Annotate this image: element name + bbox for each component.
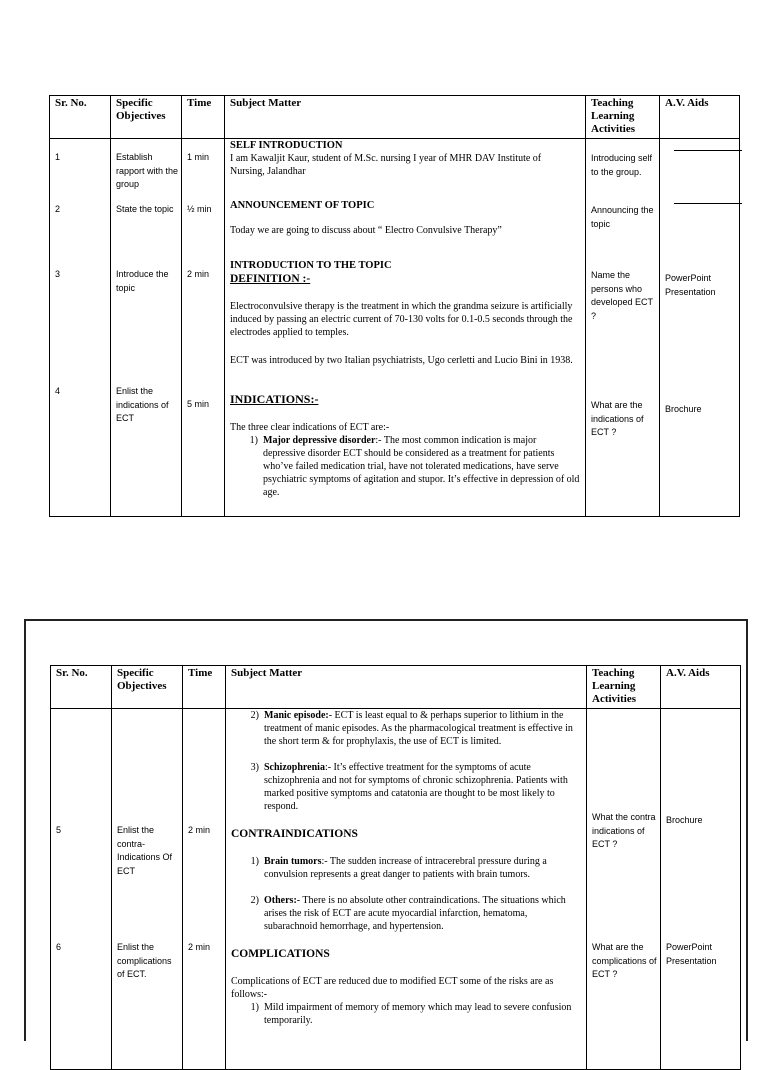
teaching-activity: What the contra indications of ECT ? (592, 812, 656, 849)
header-subject-matter: Subject Matter (226, 666, 587, 709)
complications-heading: COMPLICATIONS (231, 948, 330, 960)
signature-line (674, 150, 742, 151)
header-time: Time (183, 666, 226, 709)
time-value: 2 min (188, 825, 211, 835)
sr-no: 1 (55, 152, 61, 162)
list-number: 1) (250, 1002, 259, 1013)
table-row (50, 139, 740, 517)
introduction-heading: INTRODUCTION TO THE TOPIC (230, 260, 392, 271)
header-av-aids: A.V. Aids (660, 96, 740, 139)
complication-item (241, 1001, 581, 1027)
history-text: ECT was introduced by two Italian psychiatrists, Ugo cerletti and Lucio Bini in 1938. (230, 355, 573, 366)
teaching-activity: Name the persons who developed ECT ? (591, 270, 653, 321)
objectives-cell (112, 709, 183, 1070)
av-aids-cell (661, 709, 741, 1070)
av-aid: PowerPoint Presentation (666, 942, 717, 966)
table-header-row (50, 96, 740, 139)
time-value: ½ min (187, 204, 212, 214)
time-cell (183, 709, 226, 1070)
teaching-activity: Announcing the topic (591, 205, 654, 229)
contraindication-item (241, 894, 581, 933)
list-number: 2) (250, 895, 259, 906)
sr-no-cell (50, 139, 111, 517)
self-introduction-heading: SELF INTRODUCTION (230, 140, 343, 151)
objectives-cell (111, 139, 182, 517)
header-teaching-activities: Teaching Learning Activities (587, 666, 661, 709)
lesson-plan-table-2 (50, 665, 741, 1070)
av-aid: Brochure (665, 404, 702, 414)
announcement-text: Today we are going to discuss about “ Electro Convulsive Therapy” (230, 225, 502, 236)
av-aid: PowerPoint Presentation (665, 273, 716, 297)
lesson-plan-table-1 (49, 95, 740, 517)
list-number: 1) (249, 435, 258, 446)
contraindication-item (241, 855, 581, 881)
self-introduction-text: I am Kawaljit Kaur, student of M.Sc. nursing I year of MHR DAV Institute of Nursing, Jalandhar (230, 153, 542, 177)
av-aid: Brochure (666, 815, 703, 825)
time-value: 2 min (187, 269, 210, 279)
complication-text: Mild impairment of memory of memory which may lead to severe confusion temporarily. (264, 1002, 572, 1026)
header-subject-matter: Subject Matter (225, 96, 586, 139)
header-objectives: Specific Objectives (112, 666, 183, 709)
subject-matter-cell (226, 709, 587, 1070)
time-value: 5 min (187, 399, 210, 409)
indications-intro: The three clear indications of ECT are:- (230, 422, 390, 433)
indication-term: Manic episode: (264, 710, 329, 721)
sr-no: 5 (56, 825, 62, 835)
objective: Introduce the topic (116, 269, 169, 293)
list-number: 3) (250, 762, 259, 773)
contraindications-heading: CONTRAINDICATIONS (231, 828, 358, 840)
sr-no: 4 (55, 386, 61, 396)
teaching-activity: What are the complications of ECT ? (592, 942, 657, 979)
objective: Enlist the complications of ECT. (117, 942, 172, 979)
sr-no: 3 (55, 269, 61, 279)
indication-item (240, 434, 580, 499)
teaching-activities-cell (586, 139, 660, 517)
contraindication-term: Brain tumors (264, 856, 322, 867)
header-time: Time (182, 96, 225, 139)
objective: State the topic (116, 204, 174, 214)
list-number: 2) (250, 710, 259, 721)
header-sr-no: Sr. No. (51, 666, 112, 709)
sr-no-cell (51, 709, 112, 1070)
time-value: 1 min (187, 152, 210, 162)
sr-no: 2 (55, 204, 61, 214)
time-cell (182, 139, 225, 517)
sr-no: 6 (56, 942, 62, 952)
indication-text: :- It’s effective treatment for the symptoms of acute schizophrenia and not for symptoms of chronic schizophrenia. Patients with marked positive symptoms and catatonia are thought to be most likely to respond. (264, 762, 568, 812)
header-sr-no: Sr. No. (50, 96, 111, 139)
objective: Enlist the contra-Indications Of ECT (117, 825, 173, 876)
header-av-aids: A.V. Aids (661, 666, 741, 709)
contraindication-text: :- The sudden increase of intracerebral pressure during a convulsion represents a great danger to patients with brain tumors. (264, 856, 547, 880)
indication-text: :- The most common indication is major depressive disorder ECT should be considered as a treatment for patients who’ve failed medication trial, have not tolerated medications, have serve psychiatric symptoms of agitation and stupor. It’s effective in depression of old age. (263, 435, 580, 498)
av-aids-cell (660, 139, 740, 517)
indication-text: - ECT is least equal to & perhaps superior to lithium in the treatment of manic episodes. As the pharmacological treatment is effective in the short term & for prophylaxis, the use of ECT is limited. (264, 710, 573, 747)
teaching-activities-cell (587, 709, 661, 1070)
definition-heading: DEFINITION :- (230, 273, 311, 285)
objective: Establish rapport with the group (116, 152, 179, 189)
header-teaching-activities: Teaching Learning Activities (586, 96, 660, 139)
list-number: 1) (250, 856, 259, 867)
teaching-activity: Introducing self to the group. (591, 153, 653, 177)
subject-matter-cell (225, 139, 586, 517)
announcement-heading: ANNOUNCEMENT OF TOPIC (230, 200, 375, 211)
complications-intro: Complications of ECT are reduced due to modified ECT some of the risks are as follows:- (231, 976, 554, 1000)
objective: Enlist the indications of ECT (116, 386, 169, 423)
document-page-2 (24, 619, 748, 1041)
indication-term: Schizophrenia (264, 762, 325, 773)
indication-term: Major depressive disorder (263, 435, 376, 446)
table-header-row (51, 666, 741, 709)
signature-line (674, 203, 742, 204)
contraindication-term: Others: (264, 895, 297, 906)
contraindication-text: - There is no absolute other contraindications. The situations which arises the risk of ECT are acute myocardial infarction, hematoma, subarachnoid hemorrhage, and hypertension. (264, 895, 566, 932)
indications-heading: INDICATIONS:- (230, 392, 319, 406)
indication-item (241, 761, 581, 813)
indication-item (241, 709, 581, 748)
definition-text: Electroconvulsive therapy is the treatment in which the grandma seizure is artificially induced by passing an electric current of 70-130 volts for 0.1-0.5 seconds through the electrodes applied to temples. (230, 301, 573, 338)
table-row (51, 709, 741, 1070)
teaching-activity: What are the indications of ECT ? (591, 400, 644, 437)
header-objectives: Specific Objectives (111, 96, 182, 139)
time-value: 2 min (188, 942, 211, 952)
